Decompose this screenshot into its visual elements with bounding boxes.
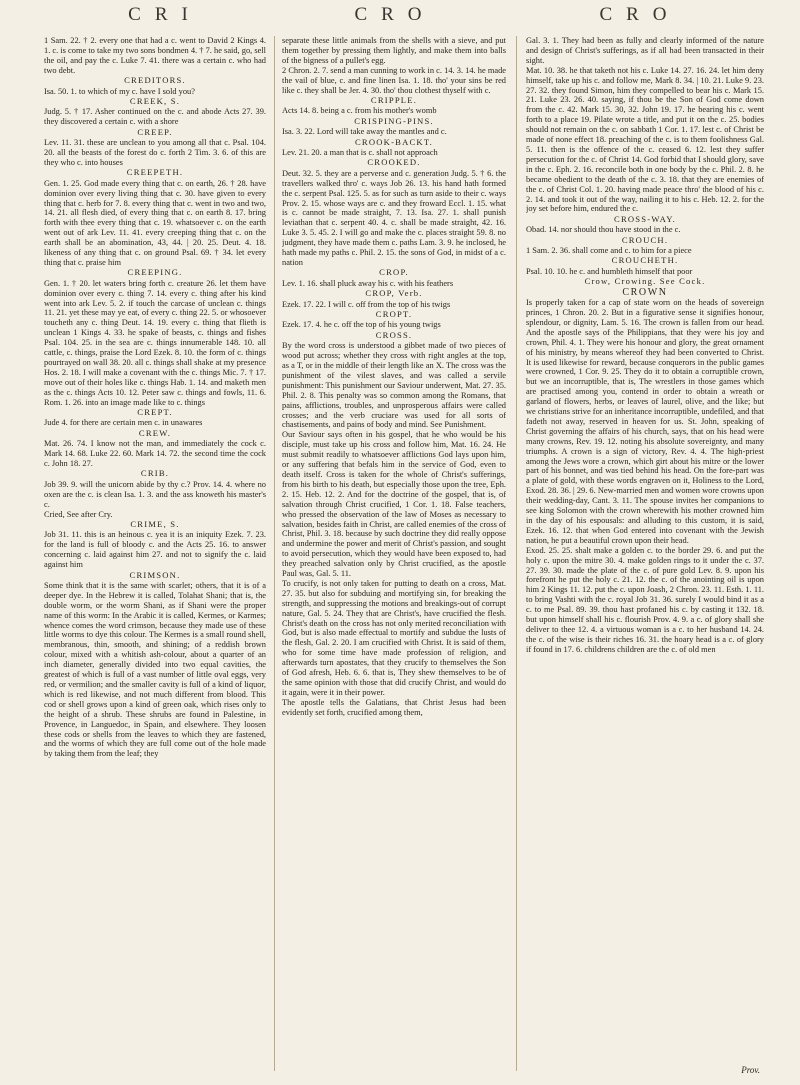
running-head-left: CRI <box>128 4 202 25</box>
running-head-right: CRO <box>599 4 681 25</box>
entry-text: Cried, See after Cry. <box>44 509 113 519</box>
entry-text: By the word cross is understood a gibbet made of two pieces of wood put across; whether they cross with right angles at the top, as a T, or in the middle of their length like an X. The cross was the punishment of the vilest slaves, and was called a servile punishment: This punishment our Saviour underwent, Mat. 27. 35. Phil. 2. 8. This penalty was so common among the Romans, that pains, afflictions, troubles, and unprosperous affairs were called crosses; and the verb cruciare was used for all sorts of chastisements, and pains of body and mind. See Punishment. <box>282 341 506 430</box>
entry-text: Acts 14. 8. being a c. from his mother's womb <box>282 106 437 116</box>
text-column-middle <box>282 36 506 1076</box>
entry-heading: CROP, Verb. <box>365 288 423 299</box>
entry-text: Some think that it is the same with scarlet; others, that it is of a deeper dye. In the Hebrew it is called, Tolahat Shani; that is, the double worm, or the worm Shani, as if Shani were the proper name of this worm: In the Arabic it is called, Kermes, or Karmes; whence comes the word crimson, because they made use of these little worms to dye this colour. The Kermes is a small round shell, membranous, thin, smooth, and shining; of a reddish brown colour, mixed with a whitish ash-colour, about a quarter of an inch diameter, generally divided into two equal cavities, the greatest of which is full of a vast number of little oval eggs, very red, or vermilion; and the smaller cavity is full of a kind of liquor, which is red likewise, and not much different from blood. This cod or shell grows upon a kind of green oak, which rises only to the height of a shrub. These shrubs are found in Palestine, in Provence, in Languedoc, in Spain, and elsewhere. They loosen these cods or shells from the leaves to which they are fastened, and the worms of which they are full come out of the hole made by taking them from the leaf; they <box>44 580 266 759</box>
entry-text: Job 31. 11. this is an heinous c. yea it is an iniquity Ezek. 7. 23. for the land is full of bloody c. and the Acts 25. 16. to answer concerning c. laid against him 27. and not to signify the c. laid against him <box>44 530 266 570</box>
entry-text: Obad. 14. nor should thou have stood in the c. <box>526 225 681 235</box>
entry-heading: CRIME, S. <box>130 519 180 529</box>
entry-text: Gal. 3. 1. They had been as fully and clearly informed of the nature and design of Christ's sufferings, as if all had been transacted in their sight. <box>526 36 764 65</box>
entry-heading: CREPT. <box>137 407 173 418</box>
entry-heading: CROP. <box>379 267 409 278</box>
entry-text: 1 Sam. 2. 36. shall come and c. to him for a piece <box>526 246 692 256</box>
entry-text: Gen. 1. † 20. let waters bring forth c. creature 26. let them have dominion over every c. thing 7. 14. every c. thing after his kind went into ark Lev. 5. 2. if touch the carcase of unclean c. things 11. 21. yet these may ye eat, of every c. thing 22. 5. or whosoever toucheth any c. thing Deut. 14. 19. every c. thing that flieth is unclean 1 Kings 4. 33. he spake of beasts, c. things and fishes Psal. 104. 25. in the sea are c. things innumerable 148. 10. all cattle, c. things, praise the Lord Ezek. 8. 10. the form of c. things pourtrayed on wall 38. 20. all c. things shall shake at my presence Hos. 2. 18. I will make a covenant with the c. things Mic. 7. † 17. move out of their holes like c. things Hab. 1. 14. and maketh men as the c. things Acts 10. 12. Peter saw c. things and fowls, 11. 6. Rom. 1. 26. into an image made like to c. things <box>44 278 266 407</box>
entry-heading: CREW. <box>138 427 172 438</box>
entry-text: Exod. 25. 25. shalt make a golden c. to the border 29. 6. and put the holy c. upon the mitre 30. 4. make golden rings to it under the c. 37. 27. 39. 30. made the plate of the c. of pure gold Lev. 8. 9. upon his forefront he put the holy c. 21. 12. the c. of the anointing oil is upon him 2 Kings 11. 12. put the c. upon Joash, 2 Chron. 23. 11. Esth. 1. 11. to bring Vashti with the c. royal Job 31. 36. surely I would bind it as a c. to me Psal. 89. 39. thou hast profaned his c. by casting it 132. 18. but upon himself shall his c. flourish Prov. 4. 9. a c. of glory shall she deliver to thee 12. 4. a virtuous woman is a c. to her husband 14. 24. the c. of the wise is their riches 16. 31. the hoary head is a c. of glory if found in 17. 6. childrens children are the c. of old men <box>526 545 764 654</box>
entry-text: Mat. 26. 74. I know not the man, and immediately the cock c. Mark 14. 68. Luke 22. 60. Mark 14. 72. the second time the cock c. John 18. 27. <box>44 439 266 469</box>
entry-heading: CROSS. <box>375 329 413 340</box>
entry-heading: Crow, Crowing. See Cock. <box>584 276 706 287</box>
entry-text: Isa. 50. 1. to which of my c. have I sold you? <box>44 86 195 96</box>
entry-text: Lev. 11. 31. these are unclean to you among all that c. Psal. 104. 20. all the beasts of the forest do c. forth 2 Tim. 3. 6. of this are they who c. into houses <box>44 138 266 167</box>
running-head-center: CRO <box>354 4 436 25</box>
entry-text: separate these little animals from the shells with a sieve, and put them together by pressing them lightly, and make them into balls of the bigness of a pullet's egg. <box>282 36 506 65</box>
entry-heading: CREDITORS. <box>124 75 186 86</box>
entry-heading: CRIPPLE. <box>370 94 418 105</box>
entry-heading: CROSS-WAY. <box>614 213 676 224</box>
entry-heading: CREEPETH. <box>126 167 184 178</box>
entry-heading: CROUCH. <box>621 234 669 245</box>
entry-text: Lev. 21. 20. a man that is c. shall not approach <box>282 147 438 157</box>
entry-text: Ezek. 17. 4. he c. off the top of his young twigs <box>282 320 441 330</box>
entry-heading: CROOK-BACKT. <box>355 136 433 147</box>
entry-text: Is properly taken for a cap of state worn on the heads of sovereign princes, 1 Chron. 20. 2. But in a figurative sense it signifies honour, splendour, or dignity, Lam. 5. 16. The crown is fallen from our head. And the apostle says of the Philippians, that they were his joy and crown, Phil. 4. 1. They were his honour and glory, the great ornament of his ministry, by means whereof they had been converted to Christ. It is used likewise for reward, because conquerors in the public games were crowned, 1 Cor. 9. 25. They do it to obtain a corruptible crown, but we an incorruptible, that is, The wrestlers in those games which are practised among you, contend in order to obtain a wreath or garland of flowers, herbs, or leaves of laurel, olive, and the like; but we christians strive for an inheritance incorruptible, undefiled, and that fadeth not away, reserved in heaven for us. St. John, speaking of Christ governing the affairs of his church, says, that on his head were many crowns, Rev. 19. 12. noting his absolute sovereignty, and many triumphs. A crown is a sign of victory, Rev. 4. 4. The high-priest among the Jews wore a crown, which girt about his mitre or the lower part of his bonnet, and was tied behind his head. On the fore-part was a plate of gold, with these words engraven on it, Holiness to the Lord, Exod. 28. 36. | 29. 6. New-married men and women wore crowns upon their wedding-day, Cant. 3. 11. The spouse invites her companions to see king Solomon with the crown wherewith his mother crowned him in the day of his espousals: and alluding to this custom, it is said, Ezek. 16. 12. that when God entered into covenant with the Jewish nation, he put a beautiful crown upon their head. <box>526 298 764 545</box>
entry-text: Mat. 10. 38. he that taketh not his c. Luke 14. 27. 16. 24. let him deny himself, take up his c. and follow me, Mark 8. 34. | 10. 21. Luke 9. 23. 27. 32. they found Simon, him they compelled to bear his c. Mark 15. 21. Luke 23. 26. 40. saying, if thou be the Son of God come down from the c. 42. Mark 15. 30, 32. John 19. 17. he bearing his c. went forth to a place 19. Pilate wrote a title, and put it on the c. 25. bodies should not remain on the c. on sabbath 1 Cor. 1. 17. lest c. of Christ be made of none effect 18. preaching of the c. is to them foolishness Gal. 5. 11. then is the offence of the c. ceased 6. 12. lest they suffer persecution for the c. of Christ 14. God forbid that I should glory, save in the c. Eph. 2. 16. reconcile both in one body by the c. Phil. 2. 8. he became obedient to the death of the c. 3. 18. that they are enemies of the c. of Christ Col. 1. 20. having made peace thro' the blood of his c. 2. 14. and took it out of the way, nailing it to his c. Heb. 12. 2. for the joy set before him, endured the c. <box>526 65 764 214</box>
entry-heading: CROUCHETH. <box>611 255 679 266</box>
entry-text: 2 Chron. 2. 7. send a man cunning to work in c. 14. 3. 14. he made the vail of blue, c. and fine linen Isa. 1. 18. tho' your sins be red like c. they shall be Jer. 4. 30. tho' thou clothest thyself with c. <box>282 65 506 95</box>
entry-text: Isa. 3. 22. Lord will take away the mantles and c. <box>282 127 447 137</box>
entry-heading: CREEP. <box>137 126 173 137</box>
entry-text: Psal. 10. 10. he c. and humbleth himself that poor <box>526 266 693 276</box>
entry-text: Judg. 5. † 17. Asher continued on the c. and abode Acts 27. 39. they discovered a certain c. with a shore <box>44 107 266 127</box>
entry-text: Gen. 1. 25. God made every thing that c. on earth, 26. † 28. have dominion over every living thing that c. 30. have given to every thing that c. herb for 7. 8. every thing that c. went in two and two, 14. 21. all flesh died, of every thing that c. on earth 8. 17. bring forth with thee every thing that c. 19. whatsoever c. on the earth went out of ark Lev. 11. 41. every creeping thing that c. on the earth shall be an abomination, 43, 44. | 20. 25. Deut. 4. 18. likeness of any thing that c. on ground Psal. 69. † 34. let every thing that c. praise him <box>44 178 266 267</box>
text-column-right <box>526 36 764 1076</box>
entry-text: Job 39. 9. will the unicorn abide by thy c.? Prov. 14. 4. where no oxen are the c. is clean Isa. 1. 3. and the ass knoweth his master's c. <box>44 479 266 509</box>
text-column-left <box>44 36 266 1076</box>
entry-heading: CROOKED. <box>367 157 421 168</box>
column-divider <box>516 36 517 1071</box>
column-divider <box>274 36 275 1071</box>
entry-heading: CRIB. <box>140 468 170 479</box>
entry-text: Lev. 1. 16. shall pluck away his c. with his feathers <box>282 278 454 288</box>
entry-text: Jude 4. for there are certain men c. in unawares <box>44 418 203 428</box>
entry-text: Deut. 32. 5. they are a perverse and c. generation Judg. 5. † 6. the travellers walked thro' c. ways Job 26. 13. his hand hath formed the c. serpent Psal. 125. 5. as for such as turn aside to their c. ways Prov. 2. 15. whose ways are c. and they froward Eccl. 1. 15. what is c. cannot be made straight, 7. 13. Isa. 27. 1. shall punish leviathan that c. serpent 40. 4. c. shall be made straight, 42. 16. Luke 3. 5. 45. 2. I will go and make the c. places straight 59. 8. no judgment, they have made them c. paths Lam. 3. 9. he inclosed, he hath made my paths c. Phil. 2. 15. the sons of God, in midst of a c. nation <box>282 168 506 267</box>
entry-heading: CREEPING. <box>127 267 183 278</box>
entry-heading: CRISPING-PINS. <box>354 115 434 126</box>
entry-heading: CREEK, S. <box>129 95 181 106</box>
catchword: Prov. <box>741 1065 760 1075</box>
entry-heading: CRIMSON. <box>129 569 181 580</box>
entry-text: To crucify, is not only taken for putting to death on a cross, Mat. 27. 35. but also for subduing and mortifying sin, for breaking the strength, and suppressing the motions and breakings-out of corrupt nature, Gal. 5. 24. They that are Christ's, have crucified the flesh. Christ's death on the cross has not only merited reconciliation with God, but is also made effectual to mortify and subdue the lusts of the flesh, Gal. 2. 20. I am crucified with Christ. It is said of them, who for some time have made profession of religion, and afterwards turn apostates, that they crucify to themselves the Son of God afresh, Heb. 6. 6. that is, They shew themselves to be of the same opinion with those that did crucify Christ, and would do it again, were it in their power. <box>282 578 506 697</box>
entry-text: 1 Sam. 22. † 2. every one that had a c. went to David 2 Kings 4. 1. c. is come to take my two sons bondmen 4. † 7. he said, go, sell the oil, and pay the c. Luke 7. 41. there was a certain c. who had two debt. <box>44 36 266 75</box>
entry-heading: CROWN <box>622 286 668 298</box>
entry-heading: CROPT. <box>375 308 413 319</box>
entry-text: Our Saviour says often in his gospel, that he who would be his disciple, must take up his cross and follow him, Mat. 16. 24. He must submit readily to whatsoever afflictions God lays upon him, or any suffering that befals him in the service of God, even to death itself. Cross is taken for the whole of Christ's sufferings, from his birth to his death, but especially those upon the tree, Eph. 2. 15. Heb. 12. 2. And for the doctrine of the gospel, that is, of salvation through Christ crucified, 1 Cor. 1. 18. False teachers, who pressed the observation of the law of Moses as necessary to salvation, besides faith in Christ, are called enemies of the cross of Christ, Phil. 3. 18. because by such doctrine they did really oppose and undermine the power and merit of Christ's passion, and sought to avoid persecution, which they would have been exposed to, had they preached salvation only by Christ crucified, as the apostle Paul was, Gal. 5. 11. <box>282 430 506 579</box>
entry-text: The apostle tells the Galatians, that Christ Jesus had been evidently set forth, crucified among them, <box>282 697 506 717</box>
entry-text: Ezek. 17. 22. I will c. off from the top of his twigs <box>282 299 451 309</box>
